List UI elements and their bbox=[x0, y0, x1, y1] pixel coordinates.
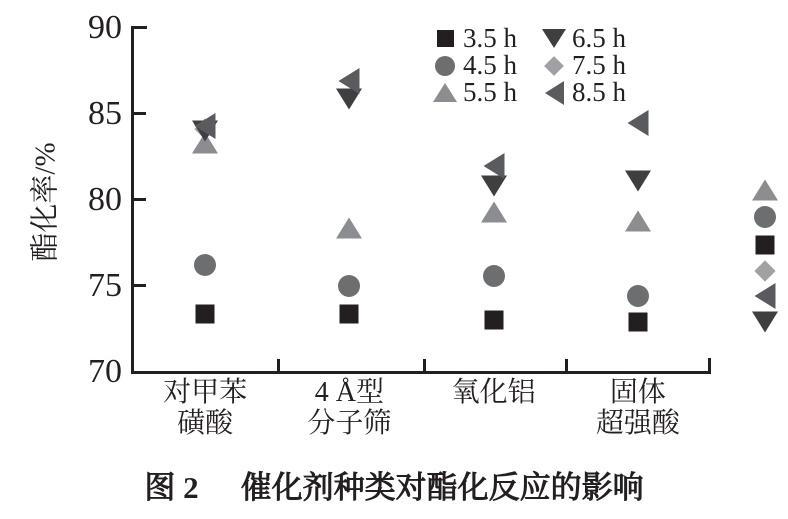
legend-circle-icon bbox=[435, 56, 455, 76]
data-point-marker bbox=[339, 68, 360, 94]
y-tick-label: 75 bbox=[88, 267, 122, 304]
legend-triangle-down-icon bbox=[542, 29, 566, 48]
x-category-label-line: 对甲苯 bbox=[163, 377, 248, 408]
x-axis-tick bbox=[423, 359, 426, 371]
y-axis-tick bbox=[134, 112, 146, 115]
legend-marker-box bbox=[430, 56, 460, 76]
figure-caption-text: 催化剂种类对酯化反应的影响 bbox=[240, 470, 644, 505]
legend-label: 6.5 h bbox=[572, 23, 626, 53]
legend-marker-box bbox=[430, 83, 460, 102]
figure-caption-number: 图 2 bbox=[144, 470, 199, 505]
x-category-label-line: 固体 bbox=[609, 377, 666, 408]
legend-label: 3.5 h bbox=[463, 23, 517, 53]
data-point-marker bbox=[336, 217, 362, 238]
legend-marker-box bbox=[539, 81, 569, 105]
edge-data-point-marker bbox=[755, 283, 776, 309]
x-axis-line bbox=[131, 371, 711, 374]
legend-column bbox=[430, 25, 517, 106]
legend-label: 8.5 h bbox=[572, 77, 626, 107]
x-axis-tick bbox=[277, 359, 280, 371]
legend-column bbox=[539, 25, 626, 106]
data-point-marker bbox=[625, 210, 651, 231]
x-category-label bbox=[553, 377, 723, 439]
data-point-marker bbox=[195, 113, 216, 139]
y-axis-tick bbox=[134, 284, 146, 287]
data-point-marker bbox=[196, 304, 215, 323]
figure-caption bbox=[0, 462, 788, 507]
data-point-marker bbox=[627, 110, 648, 136]
y-tick-label: 85 bbox=[88, 95, 122, 132]
data-point-marker bbox=[484, 311, 503, 330]
data-point-marker bbox=[628, 313, 647, 332]
legend-item bbox=[430, 52, 517, 79]
chart-legend bbox=[430, 25, 626, 106]
data-point-marker bbox=[194, 254, 216, 276]
y-tick-label: 90 bbox=[88, 9, 122, 46]
legend-item bbox=[539, 79, 626, 106]
data-point-marker bbox=[340, 304, 359, 323]
legend-item bbox=[430, 25, 517, 52]
data-point-marker bbox=[481, 202, 507, 223]
data-point-marker bbox=[625, 171, 651, 192]
x-category-label-line: 磺酸 bbox=[177, 408, 234, 439]
edge-data-point-marker bbox=[754, 260, 775, 281]
legend-item bbox=[539, 25, 626, 52]
x-axis-right-cap bbox=[708, 358, 711, 374]
x-category-label-line: 氧化铝 bbox=[451, 377, 536, 408]
data-point-marker bbox=[481, 176, 507, 197]
data-point-marker bbox=[338, 275, 360, 297]
edge-data-point-marker bbox=[752, 312, 778, 333]
legend-marker-box bbox=[539, 29, 569, 48]
x-category-label-line: 超强酸 bbox=[595, 408, 680, 439]
x-axis-tick bbox=[565, 359, 568, 371]
y-axis-top-cap bbox=[131, 26, 147, 29]
legend-item bbox=[430, 79, 517, 106]
legend-marker-box bbox=[430, 30, 460, 47]
x-category-label-line: 4 Å型 bbox=[314, 377, 384, 408]
edge-data-point-marker bbox=[754, 206, 776, 228]
edge-data-point-marker bbox=[756, 235, 775, 254]
legend-triangle-left-icon bbox=[545, 81, 564, 105]
y-tick-label: 80 bbox=[88, 181, 122, 218]
x-category-label-line: 分子筛 bbox=[307, 408, 392, 439]
legend-marker-box bbox=[539, 59, 569, 73]
legend-triangle-up-icon bbox=[433, 83, 457, 102]
legend-label: 7.5 h bbox=[572, 50, 626, 80]
legend-diamond-icon bbox=[544, 56, 564, 76]
y-axis-tick bbox=[134, 198, 146, 201]
y-axis-title: 酯化率/% bbox=[29, 142, 62, 262]
y-tick-label: 70 bbox=[88, 353, 122, 390]
data-point-marker bbox=[627, 285, 649, 307]
legend-label: 5.5 h bbox=[463, 77, 517, 107]
data-point-marker bbox=[483, 153, 504, 179]
data-point-marker bbox=[483, 265, 505, 287]
legend-item bbox=[539, 52, 626, 79]
legend-square-icon bbox=[437, 30, 454, 47]
legend-label: 4.5 h bbox=[463, 50, 517, 80]
edge-data-point-marker bbox=[752, 179, 778, 200]
